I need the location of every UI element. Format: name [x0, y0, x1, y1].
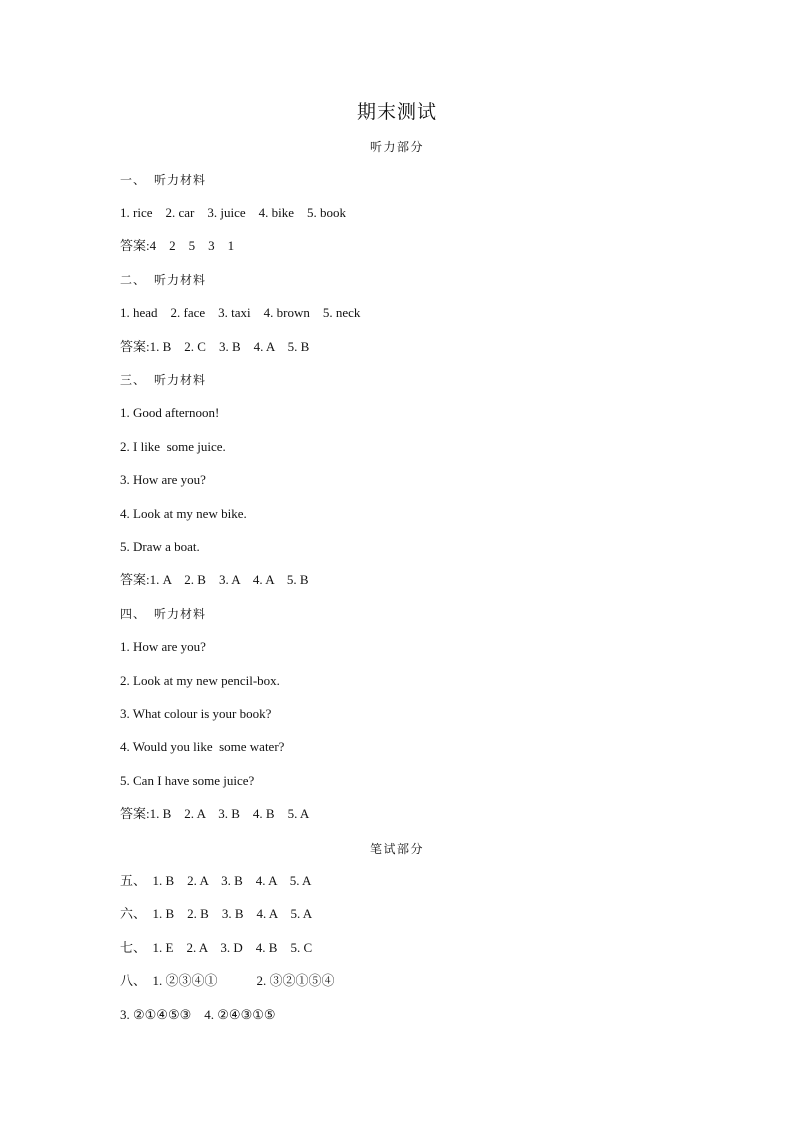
- section-4-line: 2. Look at my new pencil-box.: [120, 673, 280, 688]
- section-4-line: 1. How are you?: [120, 639, 206, 654]
- section-7-answers: 七、 1. E 2. A 3. D 4. B 5. C: [120, 940, 313, 955]
- section-2-answer: 答案:1. B 2. C 3. B 4. A 5. B: [120, 339, 310, 354]
- section-4-heading: 四、 听力材料: [120, 607, 207, 621]
- section-3-heading: 三、 听力材料: [120, 373, 207, 387]
- section-3-answer: 答案:1. A 2. B 3. A 4. A 5. B: [120, 572, 309, 587]
- section-3-line: 3. How are you?: [120, 472, 206, 487]
- section-2-heading: 二、 听力材料: [120, 273, 207, 287]
- section-1-material: 1. rice 2. car 3. juice 4. bike 5. book: [120, 205, 346, 220]
- section-2-material: 1. head 2. face 3. taxi 4. brown 5. neck: [120, 305, 361, 320]
- section-4-answer: 答案:1. B 2. A 3. B 4. B 5. A: [120, 806, 310, 821]
- page-title: 期末测试: [356, 102, 437, 123]
- section-3-line: 2. I like some juice.: [120, 439, 226, 454]
- section-3-line: 5. Draw a boat.: [120, 539, 200, 554]
- section-1-heading: 一、 听力材料: [120, 173, 207, 187]
- section-5-answers: 五、 1. B 2. A 3. B 4. A 5. A: [120, 873, 312, 888]
- writing-part-heading: 笔试部分: [369, 842, 424, 856]
- listening-part-heading: 听力部分: [369, 140, 424, 154]
- section-4-line: 3. What colour is your book?: [120, 706, 272, 721]
- section-3-line: 4. Look at my new bike.: [120, 506, 247, 521]
- section-4-line: 5. Can I have some juice?: [120, 773, 255, 788]
- section-4-line: 4. Would you like some water?: [120, 739, 285, 754]
- section-8-answers-line-2: 3. ②①④⑤③ 4. ②④③①⑤: [120, 1007, 276, 1022]
- section-8-answers-line-1: 八、 1. ②③④① 2. ③②①⑤④: [120, 973, 335, 988]
- section-1-answer: 答案:4 2 5 3 1: [120, 238, 235, 253]
- section-3-line: 1. Good afternoon!: [120, 405, 220, 420]
- section-6-answers: 六、 1. B 2. B 3. B 4. A 5. A: [120, 906, 313, 921]
